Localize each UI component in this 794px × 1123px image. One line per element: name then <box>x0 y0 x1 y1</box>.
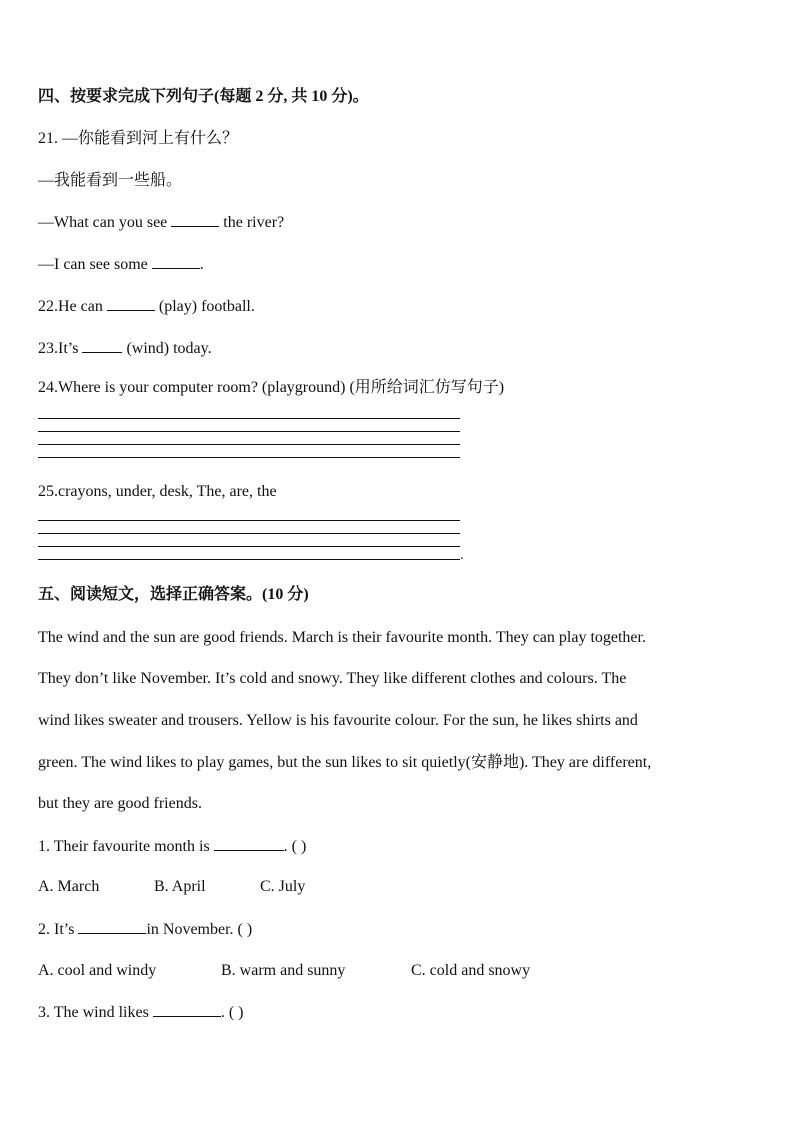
q25-question: 25.crayons, under, desk, The, are, the <box>38 483 277 500</box>
q3 <box>38 1002 243 1023</box>
q3-b: . ( ) <box>220 1004 244 1021</box>
q22 <box>38 296 255 317</box>
q3-a: 3. The wind likes <box>38 1004 153 1021</box>
passage-line-5: but they are good friends. <box>38 795 202 812</box>
q24-answer-line <box>38 457 460 458</box>
q24-answer-line <box>38 418 460 419</box>
section4-heading: 四、按要求完成下列句子(每题 2 分, 共 10 分)。 <box>38 88 369 105</box>
q2-b: in November. ( ) <box>146 921 253 938</box>
q2-a: 2. It’s <box>38 921 79 938</box>
q23-b: (wind) today. <box>122 340 212 357</box>
q25-answer-line <box>38 546 460 547</box>
q24-question: 24.Where is your computer room? (playground) (用所给词汇仿写句子) <box>38 379 505 396</box>
q21-en-question <box>38 212 284 233</box>
q1-options <box>38 877 305 897</box>
q25-answer-area[interactable] <box>38 520 460 562</box>
q1-b: . ( ) <box>283 838 307 855</box>
q25-answer-line <box>38 520 460 521</box>
passage-line-2: They don’t like November. It’s cold and snowy. They like different clothes and colours. The <box>38 670 627 687</box>
q21-en-answer-b: . <box>199 256 204 273</box>
q23 <box>38 338 212 359</box>
q2-option-a[interactable]: A. cool and windy <box>38 962 157 979</box>
q2-option-b[interactable]: B. warm and sunny <box>221 962 346 979</box>
passage-line-4: green. The wind likes to play games, but the sun likes to sit quietly(安静地). They are different, <box>38 754 652 771</box>
q1 <box>38 836 306 857</box>
q21-en-answer <box>38 254 204 275</box>
q22-blank[interactable] <box>107 296 155 311</box>
q22-b: (play) football. <box>154 298 255 315</box>
q1-option-a[interactable]: A. March <box>38 878 100 895</box>
q2-blank[interactable] <box>78 919 146 934</box>
q21-blank-2[interactable] <box>152 254 200 269</box>
q1-blank[interactable] <box>214 836 284 851</box>
q21-en-question-a: —What can you see <box>38 214 172 231</box>
q21-cn-question: 21. —你能看到河上有什么？ <box>38 130 239 147</box>
q24-answer-area[interactable] <box>38 418 460 460</box>
section5-heading: 五、阅读短文，选择正确答案。(10 分) <box>38 586 309 603</box>
passage-line-1: The wind and the sun are good friends. March is their favourite month. They can play together. <box>38 629 646 646</box>
q1-option-b[interactable]: B. April <box>154 878 206 895</box>
q2-options <box>38 961 530 981</box>
q2-option-c[interactable]: C. cold and snowy <box>411 962 531 979</box>
q23-blank[interactable] <box>82 338 122 353</box>
q1-option-c[interactable]: C. July <box>260 878 306 895</box>
q25-answer-line <box>38 533 460 534</box>
q21-en-question-b: the river? <box>219 214 285 231</box>
q24-answer-line <box>38 444 460 445</box>
q21-cn-answer: —我能看到一些船。 <box>38 172 183 189</box>
q22-a: 22.He can <box>38 298 107 315</box>
q23-a: 23.It’s <box>38 340 83 357</box>
q3-blank[interactable] <box>153 1002 221 1017</box>
passage-line-3: wind likes sweater and trousers. Yellow is his favourite colour. For the sun, he likes shirts and <box>38 712 638 729</box>
q24-answer-line <box>38 431 460 432</box>
q25-answer-line <box>38 559 460 560</box>
q1-a: 1. Their favourite month is <box>38 838 214 855</box>
q21-blank-1[interactable] <box>171 212 219 227</box>
q2 <box>38 919 252 940</box>
q25-end-mark: . <box>460 548 464 563</box>
q21-en-answer-a: —I can see some <box>38 256 152 273</box>
